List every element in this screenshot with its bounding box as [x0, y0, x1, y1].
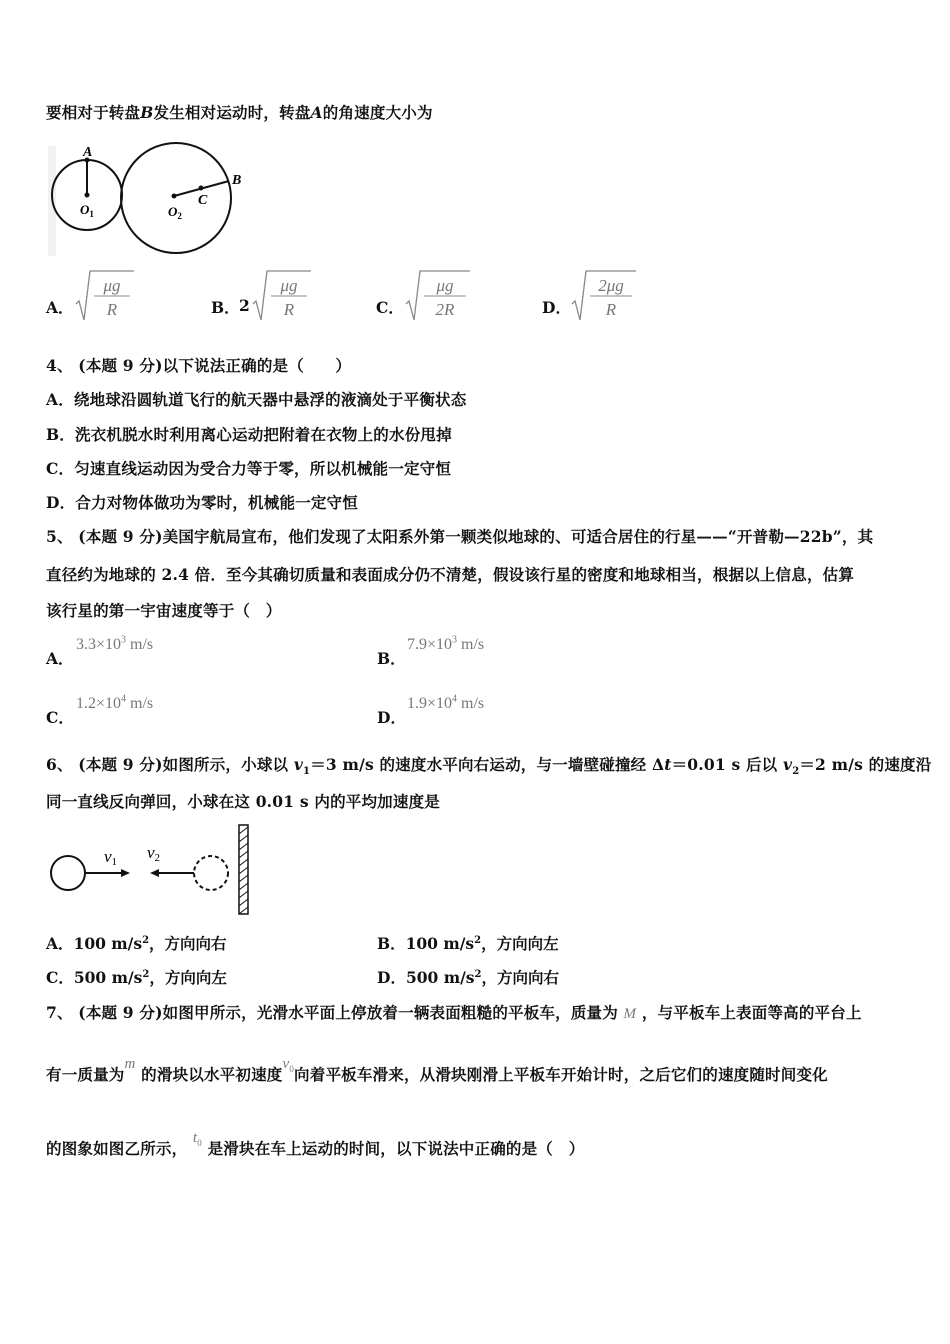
q7-stem-line2: 有一质量为m 的滑块以水平初速度$v_0$向着平板车滑来，从滑块刚滑上平板车开始计时，之后它们的速度随时间变化	[46, 1056, 828, 1084]
q5-stem-line2: 直径约为地球的 2.4 倍．至今其确切质量和表面成分仍不清楚，假设该行星的密度和地球相当，根据以上信息，估算	[46, 565, 855, 584]
label-c: C	[198, 193, 208, 208]
q3-option-label: C．	[376, 298, 404, 317]
q6-option-d[interactable]: D．500 $m/s^2$，方向向右	[377, 968, 559, 987]
q3-option-coefficient: 2	[239, 296, 250, 315]
fraction-denominator: R	[283, 300, 295, 319]
q5-stem-line1: 5、 (本题 9 分)美国宇航局宣布，他们发现了太阳系外第一颗类似地球的、可适合居住的行星——“开普勒—22b”，其	[46, 527, 874, 546]
q3-option-radical	[404, 268, 472, 324]
fraction-numerator: 2μg	[598, 276, 624, 295]
q3-option-label: B．	[211, 298, 240, 317]
q5-option-b-value: $7.9\times 10^3$ m/s	[407, 634, 485, 653]
point-c-dot	[199, 186, 204, 191]
q4-option-b[interactable]: B．洗衣机脱水时利用离心运动把附着在衣物上的水份甩掉	[46, 425, 452, 444]
q3-option-radical	[74, 268, 136, 324]
q6-stem-line1: 6、 (本题 9 分)如图所示，小球以 $v_1=3$ m/s 的速度水平向右运动，与一墙壁碰撞经 Δt＝0.01 s 后以 $v_2=2$ m/s 的速度沿	[46, 755, 932, 778]
q3-option-b[interactable]	[211, 268, 331, 328]
q5-option-d[interactable]: D．	[377, 708, 406, 727]
v1-arrow-head	[121, 869, 130, 877]
q7-mass-m: m	[124, 1056, 136, 1072]
turntable-b-circle	[121, 143, 231, 253]
q3-turntable-figure	[40, 136, 270, 264]
q6-option-b[interactable]: B．100 $m/s^2$，方向向左	[377, 934, 559, 953]
q7-stem-line3: 的图象如图乙所示， $t_0$ 是滑块在车上运动的时间，以下说法中正确的是（ ）	[46, 1130, 585, 1158]
q5-option-a-value: $3.3\times 10^3$ m/s	[76, 634, 154, 653]
q5-option-b[interactable]: B．	[377, 649, 406, 668]
q5-option-d-value: $1.9\times 10^4$ m/s	[407, 693, 485, 712]
q5-stem-line3: 该行星的第一宇宙速度等于（ ）	[46, 601, 282, 620]
q7-v0: $v_0$	[282, 1056, 295, 1074]
label-a: A	[83, 145, 93, 160]
q4-option-d[interactable]: D．合力对物体做功为零时，机械能一定守恒	[46, 493, 358, 512]
q3-letter-a: A	[310, 103, 323, 122]
q6-stem-line2: 同一直线反向弹回，小球在这 0.01 s 内的平均加速度是	[46, 792, 440, 811]
q5-option-c-value: $1.2\times 10^4$ m/s	[76, 693, 154, 712]
q3-text-mid: 发生相对运动时，转盘	[153, 103, 311, 122]
q7-t0: $t_0$	[192, 1130, 202, 1148]
fraction-numerator: μg	[280, 276, 298, 295]
q7-mass-M: M	[623, 1006, 637, 1022]
fraction-denominator: R	[106, 300, 118, 319]
v1-label: v1	[104, 847, 118, 868]
center-o2-dot	[172, 194, 177, 199]
q3-option-label: D．	[542, 298, 571, 317]
q6-option-c[interactable]: C．500 $m/s^2$，方向向左	[46, 968, 227, 987]
label-o1: $O_1$	[80, 202, 94, 219]
q3-option-c[interactable]	[376, 268, 496, 328]
q4-option-c[interactable]: C．匀速直线运动因为受合力等于零，所以机械能一定守恒	[46, 459, 452, 478]
q4-option-a[interactable]: A．绕地球沿圆轨道飞行的航天器中悬浮的液滴处于平衡状态	[46, 390, 467, 409]
q3-option-radical	[251, 268, 313, 324]
fraction-denominator: 2R	[435, 300, 455, 319]
q6-ball-wall-figure	[44, 822, 254, 918]
v2-arrow-head	[150, 869, 159, 877]
q3-option-label: A．	[46, 298, 74, 317]
ball-before	[51, 856, 85, 890]
q3-letter-b: B	[140, 103, 154, 122]
q3-option-radical	[570, 268, 638, 324]
fraction-numerator: μg	[436, 276, 454, 295]
v2-label: v2	[147, 843, 161, 864]
label-b: B	[232, 173, 242, 188]
q4-stem: 4、 (本题 9 分)以下说法正确的是（ ）	[46, 356, 352, 375]
q3-text-post: 的角速度大小为	[322, 103, 433, 122]
q3-stem-tail	[46, 101, 433, 123]
label-o2: $O_2$	[168, 204, 182, 221]
q7-stem-line1: 7、 (本题 9 分)如图甲所示，光滑水平面上停放着一辆表面粗糙的平板车，质量为 M ，与平板车上表面等高的平台上	[46, 1003, 862, 1022]
q3-text-pre: 要相对于转盘	[46, 103, 141, 122]
q3-option-a[interactable]	[46, 268, 166, 328]
q5-option-c[interactable]: C．	[46, 708, 74, 727]
fraction-numerator: μg	[103, 276, 121, 295]
ball-after-dashed	[194, 856, 228, 890]
q3-option-d[interactable]	[542, 268, 662, 328]
q5-option-a[interactable]: A．	[46, 649, 74, 668]
fraction-denominator: R	[605, 300, 617, 319]
center-o1-dot	[85, 193, 90, 198]
q6-option-a[interactable]: A．100 $m/s^2$，方向向右	[46, 934, 227, 953]
